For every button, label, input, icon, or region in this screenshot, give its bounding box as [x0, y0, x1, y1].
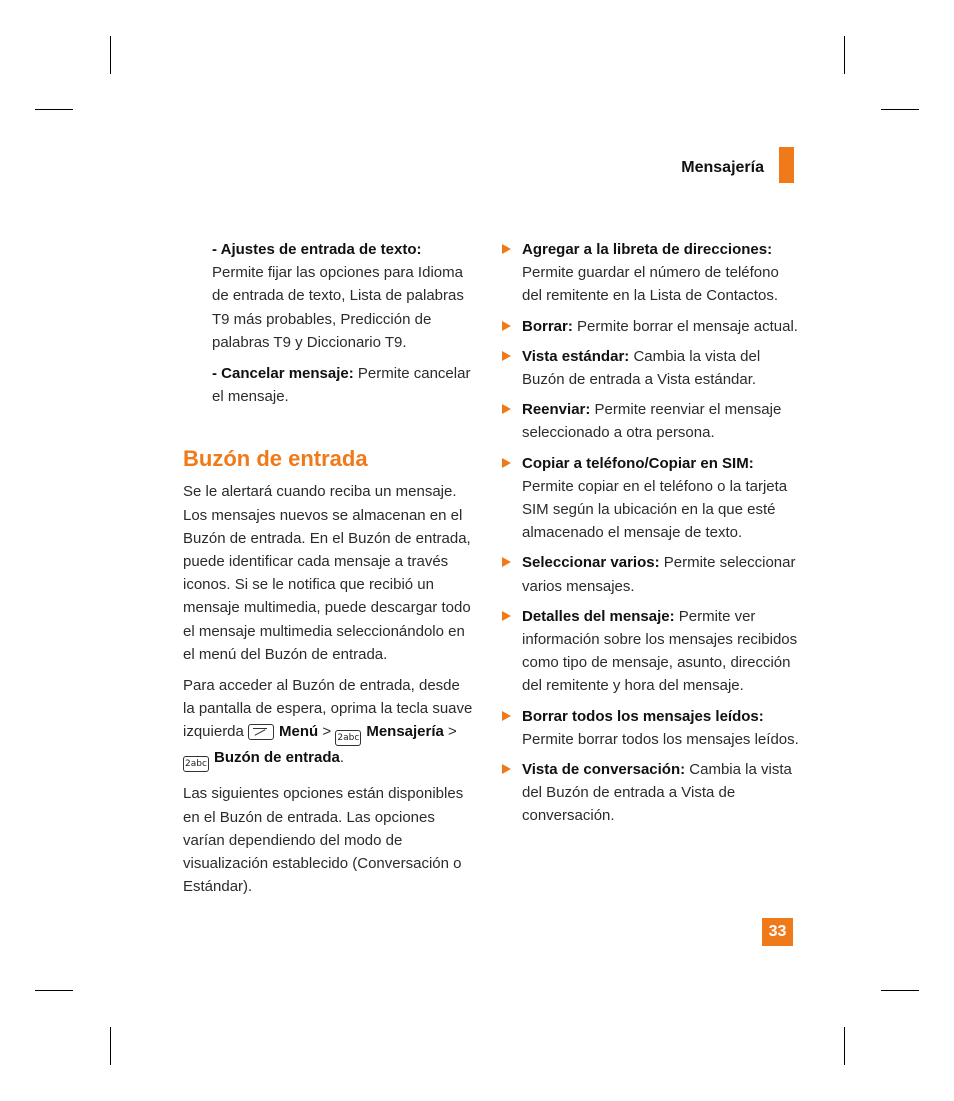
path-separator: >: [443, 723, 457, 741]
sub-item-term: - Ajustes de entrada de texto:: [212, 241, 422, 258]
left-soft-key-icon: [248, 724, 274, 740]
triangle-bullet-icon: [502, 458, 511, 468]
sentence-end: .: [339, 749, 345, 767]
triangle-bullet-icon: [502, 557, 511, 567]
option-item: [502, 551, 802, 597]
mensajeria-label: Mensajería: [366, 723, 444, 741]
option-item: [502, 705, 802, 751]
path-separator: >: [318, 723, 336, 741]
triangle-bullet-icon: [502, 244, 511, 254]
option-item: [502, 238, 802, 308]
option-item: [502, 605, 802, 698]
option-desc: Permite ver información sobre los mensajes recibidos como tipo de mensaje, asunto, dirección del remitente y hora del mensaje.: [522, 607, 798, 695]
sub-item-term: - Cancelar mensaje:: [212, 365, 354, 383]
crop-mark: [110, 1027, 111, 1065]
sub-item-desc: Permite cancelar el mensaje.: [212, 365, 471, 406]
triangle-bullet-icon: [502, 764, 511, 774]
crop-mark: [881, 109, 919, 110]
option-item: [502, 345, 802, 391]
sub-item-desc: Permite fijar las opciones para Idioma de entrada de texto, Lista de palabras T9 más probables, Predicción de palabras T9 y Diccionario T9.: [212, 264, 464, 351]
number-2-key-icon: 2abc: [183, 756, 209, 772]
crop-mark: [881, 990, 919, 991]
triangle-bullet-icon: [502, 321, 511, 331]
section-tab-marker: [779, 147, 794, 183]
buzon-label: Buzón de entrada: [214, 749, 340, 767]
option-desc: Cambia la vista del Buzón de entrada a Vista de conversación.: [522, 761, 792, 825]
option-term: Vista de conversación:: [522, 761, 686, 779]
option-desc: Permite reenviar el mensaje seleccionado a otra persona.: [522, 401, 782, 442]
option-term: Agregar a la libreta de direcciones:: [522, 241, 773, 258]
option-term: Seleccionar varios:: [522, 554, 660, 572]
triangle-bullet-icon: [502, 404, 511, 414]
triangle-bullet-icon: [502, 711, 511, 721]
access-instructions: [183, 674, 473, 772]
crop-mark: [844, 36, 845, 74]
crop-mark: [844, 1027, 845, 1065]
option-item: [502, 315, 802, 338]
options-paragraph: Las siguientes opciones están disponibles en el Buzón de entrada. Las opciones varían dependiendo del modo de visualización establecido (Conversación o Estándar).: [183, 785, 464, 896]
option-item: [502, 758, 802, 828]
option-term: Borrar todos los mensajes leídos:: [522, 707, 764, 725]
option-desc: Cambia la vista del Buzón de entrada a Vista estándar.: [522, 347, 761, 389]
option-term: Copiar a teléfono/Copiar en SIM:: [522, 454, 754, 472]
menu-label: Menú: [279, 723, 319, 741]
access-intro: Para acceder al Buzón de entrada, desde la pantalla de espera, oprima la tecla suave izquierda: [183, 677, 473, 741]
section-title: Buzón de entrada: [183, 446, 368, 472]
crop-mark: [35, 109, 73, 110]
intro-paragraph: Se le alertará cuando reciba un mensaje. Los mensajes nuevos se almacenan en el Buzón de entrada. En el Buzón de entrada, puede identificar cada mensaje a través iconos. Si se le notifica que recibió un mensaje multimedia, puede descargar todo el mensaje multimedia seleccionándolo en el menú del Buzón de entrada.: [183, 483, 471, 663]
option-term: Vista estándar:: [522, 347, 630, 365]
left-column: [183, 238, 473, 906]
option-desc: Permite borrar el mensaje actual.: [572, 317, 798, 335]
option-desc: Permite guardar el número de teléfono del remitente en la Lista de Contactos.: [522, 264, 779, 305]
option-desc: Permite copiar en el teléfono o la tarjeta SIM según la ubicación en la que esté almacenado el mensaje de texto.: [522, 477, 788, 542]
crop-mark: [35, 990, 73, 991]
sub-item: [183, 238, 473, 354]
section-header: Mensajería: [681, 159, 764, 176]
option-term: Reenviar:: [522, 401, 591, 419]
sub-item: [183, 362, 473, 408]
option-desc: Permite borrar todos los mensajes leídos.: [522, 730, 799, 748]
option-item: [502, 452, 802, 545]
option-item: [502, 398, 802, 444]
triangle-bullet-icon: [502, 351, 511, 361]
triangle-bullet-icon: [502, 611, 511, 621]
number-2-key-icon: 2abc: [335, 730, 361, 746]
crop-mark: [110, 36, 111, 74]
option-desc: Permite seleccionar varios mensajes.: [522, 554, 796, 595]
right-column: [502, 238, 802, 835]
page-number: 33: [762, 918, 793, 946]
option-term: Borrar:: [522, 317, 573, 335]
option-term: Detalles del mensaje:: [522, 607, 675, 625]
